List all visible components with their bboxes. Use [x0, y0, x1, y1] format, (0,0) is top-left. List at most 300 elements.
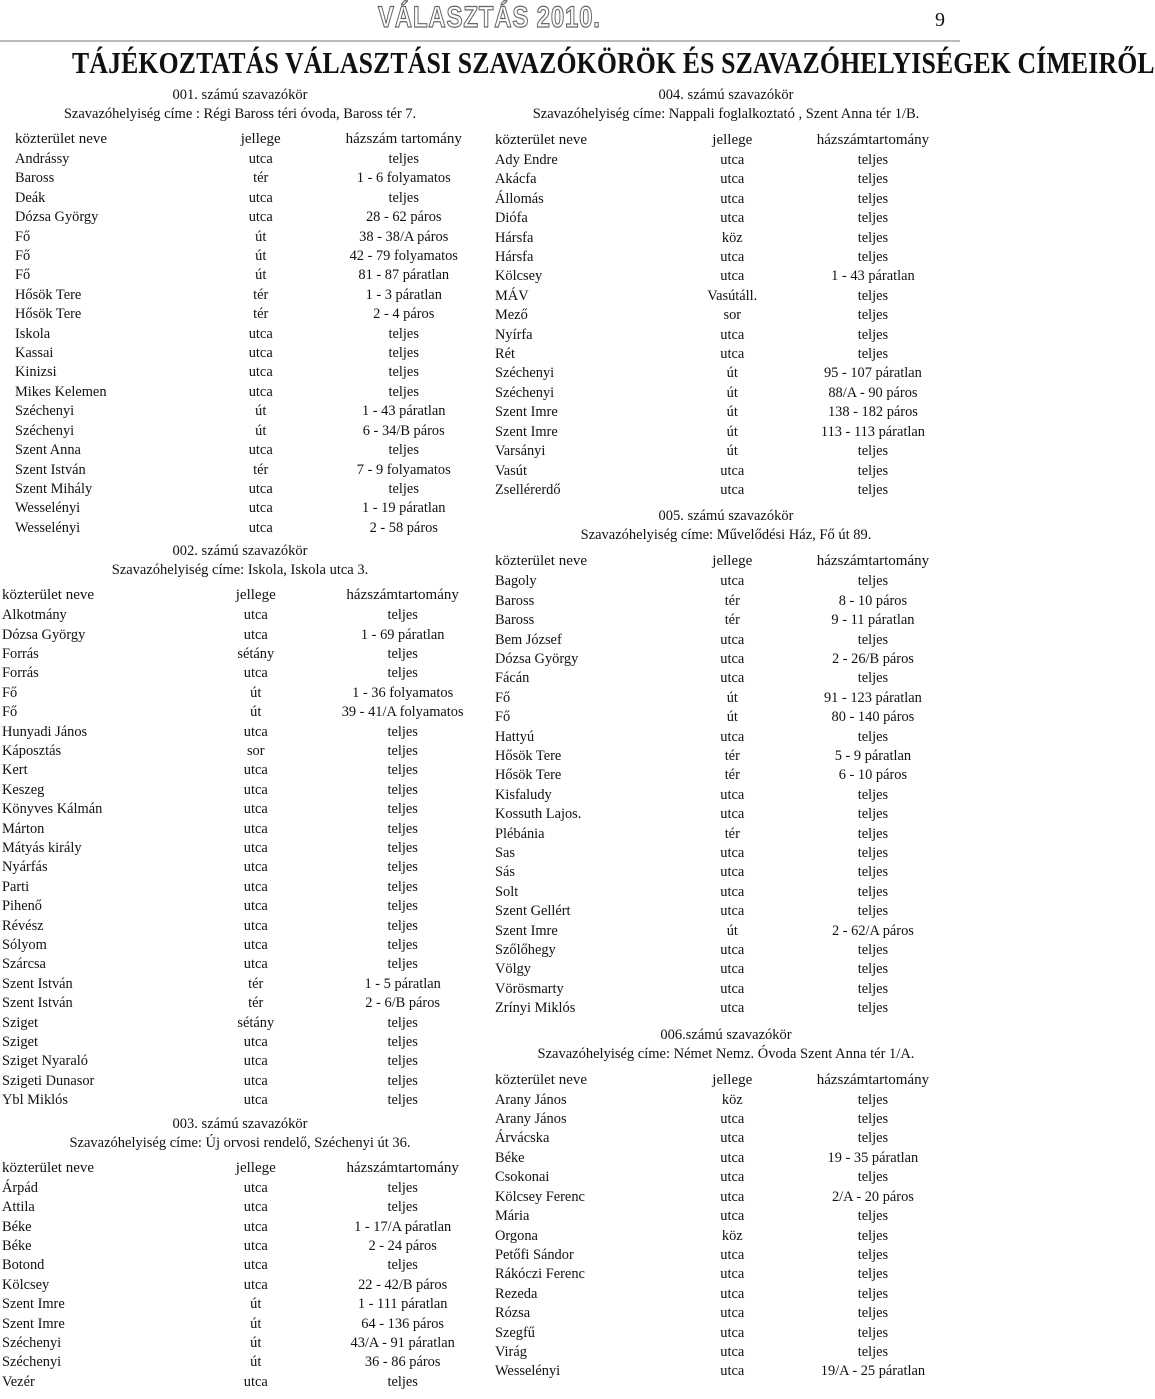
street-name-header: közterület neve [2, 587, 95, 604]
table-row [495, 1188, 960, 1207]
table-row [15, 402, 480, 421]
house-range: 9 - 11 páratlan [831, 612, 915, 629]
street-type: út [726, 423, 738, 440]
street-type: utca [248, 442, 273, 459]
street-name: Wesselényi [15, 500, 81, 517]
street-type: tér [253, 461, 269, 478]
street-name: Árpád [2, 1179, 38, 1196]
house-range: teljes [857, 1208, 889, 1225]
table-row [2, 1276, 480, 1295]
street-name: Kölcsey Ferenc [495, 1188, 585, 1205]
street-type: utca [248, 519, 273, 536]
house-range: teljes [857, 728, 889, 745]
table-row [15, 286, 480, 305]
polling-station-address: Szavazóhelyiség címe: Művelődési Ház, Fő út 89. [580, 527, 872, 544]
street-type: út [250, 1296, 262, 1313]
street-name-header: közterület neve [495, 1071, 588, 1088]
house-range: 1 - 43 páratlan [361, 403, 446, 420]
street-type: tér [248, 975, 264, 992]
street-name: Wesselényi [495, 1363, 561, 1380]
street-name: Állomás [495, 190, 544, 207]
table-row [495, 384, 960, 403]
street-type: út [726, 404, 738, 421]
table-row [495, 1207, 960, 1226]
house-range: teljes [857, 249, 889, 266]
table-row [15, 519, 480, 538]
street-type: utca [720, 326, 745, 343]
table-row [495, 611, 960, 630]
street-name-header: közterület neve [495, 132, 588, 148]
header-rule [0, 40, 960, 42]
street-name: Iskola [15, 325, 51, 342]
table-header-row [495, 551, 960, 572]
street-type: utca [248, 500, 273, 517]
house-range: teljes [388, 383, 419, 400]
house-range: 38 - 38/A páros [359, 228, 449, 245]
table-row [495, 403, 960, 422]
house-range: teljes [857, 961, 889, 978]
table-row [15, 499, 480, 518]
table-row [495, 1265, 960, 1284]
street-name: Vezér [2, 1373, 35, 1390]
district-number: 002. számú szavazókör [172, 543, 308, 560]
house-range: teljes [387, 1014, 418, 1031]
house-range: teljes [387, 1199, 418, 1216]
house-range: teljes [387, 1034, 418, 1051]
polling-district-section [0, 542, 480, 1111]
street-type: utca [720, 650, 745, 667]
street-name: Szegfű [495, 1324, 535, 1341]
street-name: Rákóczi Ferenc [495, 1266, 585, 1283]
street-type: tér [253, 286, 269, 303]
district-number: 003. számú szavazókör [172, 1115, 308, 1132]
table-row [15, 189, 480, 208]
district-number: 006.számú szavazókör [660, 1026, 792, 1043]
polling-district-section [492, 1026, 960, 1382]
street-type: utca [720, 1266, 745, 1283]
table-row [495, 669, 960, 688]
street-type: tér [724, 747, 740, 764]
house-range: 1 - 19 páratlan [361, 500, 446, 517]
street-name: Dózsa György [15, 209, 99, 226]
street-name: Kinizsi [15, 364, 57, 381]
type-header: jellege [712, 553, 753, 570]
street-name: Szent István [2, 975, 73, 992]
house-range: 1 - 3 páratlan [365, 286, 442, 303]
street-table [15, 129, 480, 538]
house-range: 2 - 4 páros [373, 306, 435, 323]
house-range-header: házszámtartomány [346, 1159, 459, 1176]
table-row [495, 747, 960, 766]
house-range: teljes [387, 1179, 418, 1196]
table-row [2, 1179, 480, 1198]
table-row [2, 975, 480, 994]
street-type: utca [720, 728, 745, 745]
street-name: Fácán [495, 670, 530, 687]
street-name: Béke [2, 1218, 32, 1235]
house-range: teljes [388, 151, 419, 167]
street-type: utca [720, 210, 745, 227]
street-type: utca [720, 1111, 745, 1128]
house-range: teljes [387, 840, 418, 856]
street-name: Pihenő [2, 898, 42, 915]
street-type: utca [243, 801, 268, 818]
house-range: teljes [387, 1053, 418, 1070]
house-range: teljes [857, 1266, 889, 1283]
street-name: Káposztás [2, 742, 62, 759]
street-type: utca [720, 481, 745, 498]
house-range: 1 - 69 páratlan [360, 626, 445, 643]
street-type: utca [720, 961, 745, 978]
table-row [495, 844, 960, 863]
street-name: Széchenyi [495, 384, 555, 401]
street-name: Kisfaludy [495, 786, 552, 803]
polling-station-address: Szavazóhelyiség címe: Új orvosi rendelő, Széchenyi út 36. [69, 1134, 411, 1151]
street-name: Könyves Kálmán [2, 801, 103, 818]
street-type: utca [248, 480, 273, 497]
street-name: Széchenyi [2, 1334, 62, 1351]
house-range: teljes [387, 607, 418, 624]
street-name: Szent Anna [15, 442, 81, 459]
type-header: jellege [240, 131, 281, 147]
table-header-row [495, 1070, 960, 1091]
street-name: Révész [2, 917, 44, 934]
street-name: Fő [15, 228, 31, 245]
table-row [495, 209, 960, 228]
street-name: Bagoly [495, 573, 537, 590]
street-name: Hősök Tere [15, 306, 82, 323]
house-range: 138 - 182 páros [827, 404, 918, 421]
house-range: teljes [857, 1227, 889, 1244]
house-range: teljes [857, 883, 889, 900]
house-range-header: házszámtartomány [816, 553, 930, 570]
table-row [495, 999, 960, 1018]
house-range: 6 - 10 páros [838, 767, 908, 784]
table-row [495, 326, 960, 345]
table-row [2, 703, 480, 722]
house-range: teljes [388, 480, 419, 497]
house-range: teljes [387, 917, 418, 934]
table-row [2, 1033, 480, 1052]
house-range: teljes [388, 442, 419, 459]
table-row [15, 480, 480, 499]
table-row [495, 728, 960, 747]
table-row [495, 1110, 960, 1129]
left-column [0, 86, 480, 1392]
street-name: Csokonai [495, 1169, 550, 1186]
street-type: utca [720, 1149, 745, 1166]
table-row [15, 363, 480, 382]
table-row [2, 742, 480, 761]
house-range: teljes [857, 903, 889, 920]
street-name: Hősök Tere [495, 747, 562, 764]
house-range: 1 - 111 páratlan [357, 1296, 448, 1313]
street-type: utca [720, 980, 745, 997]
street-name: Andrássy [15, 151, 70, 167]
street-name: Rózsa [495, 1305, 531, 1322]
table-row [495, 786, 960, 805]
table-row [2, 839, 480, 858]
street-type: út [250, 1334, 262, 1351]
district-number: 001. számú szavazókör [172, 87, 308, 103]
street-type: utca [248, 345, 273, 362]
masthead: VÁLASZTÁS 2010. [378, 1, 601, 34]
street-type: utca [720, 1208, 745, 1225]
house-range: teljes [388, 345, 419, 362]
street-name: Szent Imre [2, 1315, 65, 1332]
table-row [495, 229, 960, 248]
type-header: jellege [712, 1071, 753, 1088]
table-row [2, 994, 480, 1013]
table-row [495, 190, 960, 209]
house-range-header: házszámtartomány [816, 1071, 930, 1088]
street-type: utca [243, 607, 268, 624]
polling-station-address: Szavazóhelyiség címe: Iskola, Iskola utca 3. [111, 562, 369, 579]
street-type: út [726, 709, 738, 726]
table-row [495, 805, 960, 824]
street-name: Arany János [495, 1091, 567, 1108]
house-range: 80 - 140 páros [831, 709, 915, 726]
table-row [15, 461, 480, 480]
page-title: TÁJÉKOZTATÁS VÁLASZTÁSI SZAVAZÓKÖRÖK ÉS SZAVAZÓHELYISÉGEK CÍMEIRŐL [72, 45, 1155, 80]
house-range: 43/A - 91 páratlan [350, 1334, 455, 1351]
house-range: teljes [387, 1373, 418, 1390]
street-name: Sziget [2, 1034, 38, 1051]
house-range-header: házszámtartomány [816, 132, 930, 148]
street-name: Márton [2, 820, 45, 837]
street-name-header: közterület neve [495, 553, 588, 570]
house-range: teljes [857, 287, 889, 304]
street-type: utca [720, 1188, 745, 1205]
street-name: Kölcsey [2, 1276, 50, 1293]
street-type: utca [720, 573, 745, 590]
polling-district-section [492, 507, 960, 1018]
table-row [495, 345, 960, 364]
house-range: teljes [857, 1091, 889, 1108]
street-type: út [250, 1315, 262, 1332]
table-row [15, 441, 480, 460]
house-range: teljes [387, 898, 418, 915]
street-name: Szent Imre [2, 1296, 65, 1313]
table-row [495, 1285, 960, 1304]
table-row [495, 631, 960, 650]
house-range: teljes [857, 631, 889, 648]
street-type: utca [243, 956, 268, 973]
table-row [15, 247, 480, 266]
district-number: 004. számú szavazókör [658, 87, 794, 103]
street-type: út [255, 248, 267, 265]
street-name: Keszeg [2, 781, 45, 798]
street-name: Sás [495, 864, 515, 881]
street-type: köz [721, 229, 743, 246]
street-name: Szent Imre [495, 423, 558, 440]
table-header-row [495, 130, 960, 151]
street-name: Kert [2, 762, 28, 779]
street-type: utca [720, 1363, 745, 1380]
table-row [15, 325, 480, 344]
street-type: utca [248, 189, 273, 206]
street-type: utca [720, 152, 745, 168]
street-type: utca [720, 1305, 745, 1322]
street-name: Hattyú [495, 728, 535, 745]
street-type: út [255, 422, 267, 439]
house-range: 95 - 107 páratlan [823, 365, 922, 382]
street-type: út [255, 228, 267, 245]
street-type: utca [720, 1285, 745, 1302]
street-type: út [250, 684, 262, 701]
house-range: teljes [857, 462, 889, 479]
street-type: sétány [237, 645, 275, 662]
table-row [15, 383, 480, 402]
house-range: teljes [857, 825, 889, 842]
house-range: 64 - 136 páros [361, 1315, 445, 1332]
street-type: utca [720, 786, 745, 803]
house-range: teljes [387, 1092, 418, 1109]
table-row [495, 883, 960, 902]
street-name: Kossuth Lajos. [495, 806, 582, 823]
street-type: utca [243, 1199, 268, 1216]
street-name: Szigeti Dunasor [2, 1072, 95, 1089]
house-range-header: házszámtartomány [346, 587, 459, 604]
house-range: 39 - 41/A folyamatos [341, 704, 464, 721]
street-name: Baross [15, 170, 55, 187]
street-type: utca [248, 151, 273, 167]
street-type: út [250, 704, 262, 721]
table-row [495, 481, 960, 500]
street-type: utca [248, 325, 273, 342]
street-name: Baross [495, 612, 535, 629]
polling-district-section [0, 86, 480, 538]
house-range: teljes [387, 820, 418, 837]
table-row [2, 917, 480, 936]
street-type: utca [243, 917, 268, 934]
street-name: Szent Imre [495, 922, 558, 939]
street-name: Dózsa György [495, 650, 579, 667]
street-type: utca [243, 762, 268, 779]
street-type: Vasútáll. [707, 287, 758, 304]
street-name: Mikes Kelemen [15, 383, 107, 400]
table-row [495, 364, 960, 383]
table-row [495, 960, 960, 979]
street-type: út [726, 922, 738, 939]
street-name: Mező [495, 307, 528, 324]
street-name: Solt [495, 883, 519, 900]
table-header-row [2, 585, 480, 606]
table-row [2, 723, 480, 742]
table-row [495, 1324, 960, 1343]
house-range: teljes [857, 229, 889, 246]
table-row [2, 1218, 480, 1237]
street-name: Fő [15, 248, 31, 265]
house-range: 19 - 35 páratlan [827, 1149, 919, 1166]
house-range: 1 - 43 páratlan [831, 268, 915, 285]
page-number: 9 [935, 9, 945, 31]
street-type: utca [243, 1053, 268, 1070]
house-range: teljes [857, 171, 889, 188]
street-type: út [255, 403, 267, 420]
house-range: teljes [388, 364, 419, 381]
house-range: teljes [857, 980, 889, 997]
street-name: Nyírfa [495, 326, 533, 343]
house-range: 1 - 6 folyamatos [356, 170, 451, 187]
street-name: Béke [2, 1237, 32, 1254]
table-row [15, 150, 480, 169]
street-name: Vörösmarty [495, 980, 564, 997]
table-row [495, 287, 960, 306]
street-name: Kölcsey [495, 268, 543, 285]
street-name: Sziget Nyaraló [2, 1053, 88, 1070]
street-name: Forrás [2, 645, 39, 662]
house-range: teljes [387, 723, 418, 740]
street-name: Hősök Tere [495, 767, 562, 784]
table-row [15, 169, 480, 188]
house-range: teljes [857, 1324, 889, 1341]
house-range: 1 - 36 folyamatos [352, 684, 454, 701]
street-name: Szent Mihály [15, 480, 93, 497]
street-type: utca [243, 626, 268, 643]
table-row [15, 208, 480, 227]
right-column [492, 86, 960, 1382]
street-name: Sziget [2, 1014, 38, 1031]
street-name: Attila [2, 1199, 35, 1216]
table-row [495, 825, 960, 844]
street-type: utca [720, 883, 745, 900]
street-name: Virág [495, 1343, 527, 1360]
street-name: Akácfa [495, 171, 537, 188]
street-name: Alkotmány [2, 607, 67, 624]
street-type: utca [243, 1237, 268, 1254]
street-name: Mátyás király [2, 840, 82, 856]
house-range: teljes [857, 1000, 889, 1017]
table-row [2, 936, 480, 955]
street-name: Fő [2, 684, 18, 701]
street-name-header: közterület neve [15, 131, 108, 147]
house-range: teljes [388, 189, 419, 206]
street-name: Baross [495, 592, 535, 609]
house-range: teljes [857, 346, 889, 363]
house-range: teljes [387, 956, 418, 973]
house-range: teljes [387, 859, 418, 876]
street-name: Rét [495, 346, 515, 363]
street-name: Hársfa [495, 229, 534, 246]
table-row [2, 1334, 480, 1353]
polling-district-section [492, 86, 960, 500]
table-row [2, 820, 480, 839]
table-row [2, 955, 480, 974]
type-header: jellege [235, 587, 276, 604]
type-header: jellege [235, 1159, 276, 1176]
street-name: Szent István [15, 461, 86, 478]
street-type: tér [724, 612, 740, 629]
house-range: teljes [857, 152, 889, 168]
street-type: utca [720, 249, 745, 266]
street-table [2, 585, 480, 1111]
table-row [15, 344, 480, 363]
street-type: utca [720, 670, 745, 687]
street-name: Dózsa György [2, 626, 86, 643]
table-row [495, 1246, 960, 1265]
street-name: Szent Gellért [495, 903, 571, 920]
house-range: 2/A - 20 páros [831, 1188, 914, 1205]
house-range: teljes [387, 665, 418, 682]
street-name: Szent István [2, 995, 73, 1012]
table-row [495, 708, 960, 727]
street-type: utca [243, 1257, 268, 1274]
house-range: 2 - 6/B páros [365, 995, 441, 1012]
street-name: Varsányi [495, 443, 546, 460]
street-type: utca [720, 631, 745, 648]
street-type: utca [720, 942, 745, 959]
